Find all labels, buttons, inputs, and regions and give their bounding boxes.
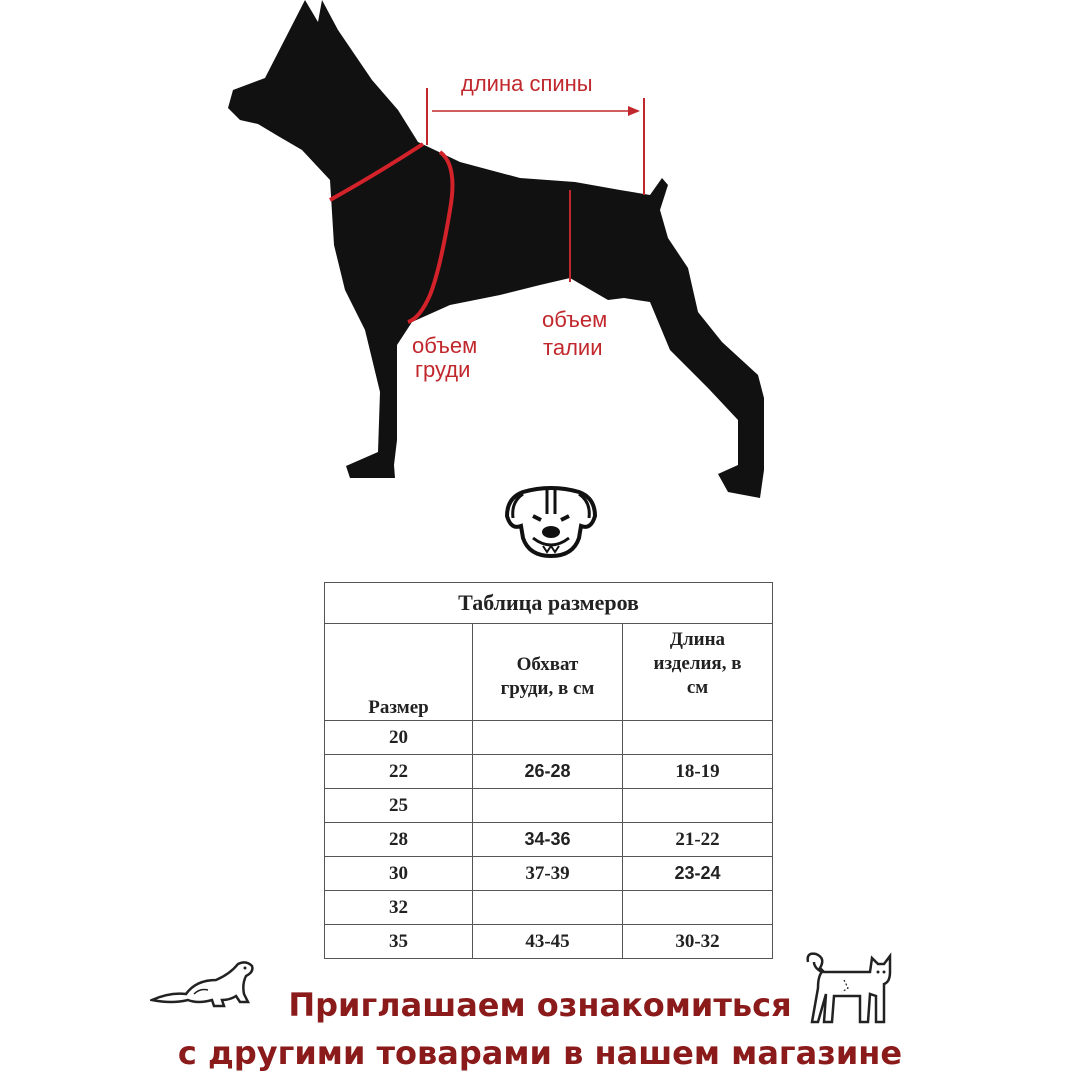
cell-length: 23-24 [623, 857, 773, 891]
waist-label-line2: талии [543, 335, 603, 360]
size-table [324, 582, 773, 959]
cell-size: 25 [325, 789, 473, 823]
cell-chest: 26-28 [473, 755, 623, 789]
cell-length [623, 891, 773, 925]
header-length: Длина изделия, в см [623, 624, 773, 721]
cell-chest [473, 721, 623, 755]
arrow-head [628, 106, 640, 116]
waist-label-line1: объем [542, 307, 608, 332]
cell-size: 22 [325, 755, 473, 789]
promo-line-2: с другими товарами в нашем магазине [177, 1034, 903, 1072]
table-row [325, 823, 773, 857]
cell-length [623, 721, 773, 755]
cell-size: 32 [325, 891, 473, 925]
chest-label-line2: груди [415, 357, 471, 382]
table-row [325, 755, 773, 789]
cell-chest: 34-36 [473, 823, 623, 857]
back-length-label: длина спины [461, 71, 593, 96]
table-row [325, 857, 773, 891]
chest-label-line1: объем [412, 333, 478, 358]
cell-size: 20 [325, 721, 473, 755]
table-row [325, 789, 773, 823]
table-title: Таблица размеров [325, 583, 773, 624]
table-row [325, 721, 773, 755]
cell-chest: 43-45 [473, 925, 623, 959]
cell-length: 21-22 [623, 823, 773, 857]
header-chest: Обхват груди, в см [473, 624, 623, 721]
cell-size: 30 [325, 857, 473, 891]
boxer-dog-icon [503, 486, 599, 560]
cell-length [623, 789, 773, 823]
cell-chest [473, 789, 623, 823]
header-size: Размер [325, 624, 473, 721]
cell-size: 35 [325, 925, 473, 959]
promo-line-1: Приглашаем ознакомиться [288, 986, 792, 1024]
cell-chest [473, 891, 623, 925]
cell-chest: 37-39 [473, 857, 623, 891]
cell-size: 28 [325, 823, 473, 857]
table-row [325, 891, 773, 925]
cell-length: 18-19 [623, 755, 773, 789]
table-row [325, 925, 773, 959]
cell-length: 30-32 [623, 925, 773, 959]
